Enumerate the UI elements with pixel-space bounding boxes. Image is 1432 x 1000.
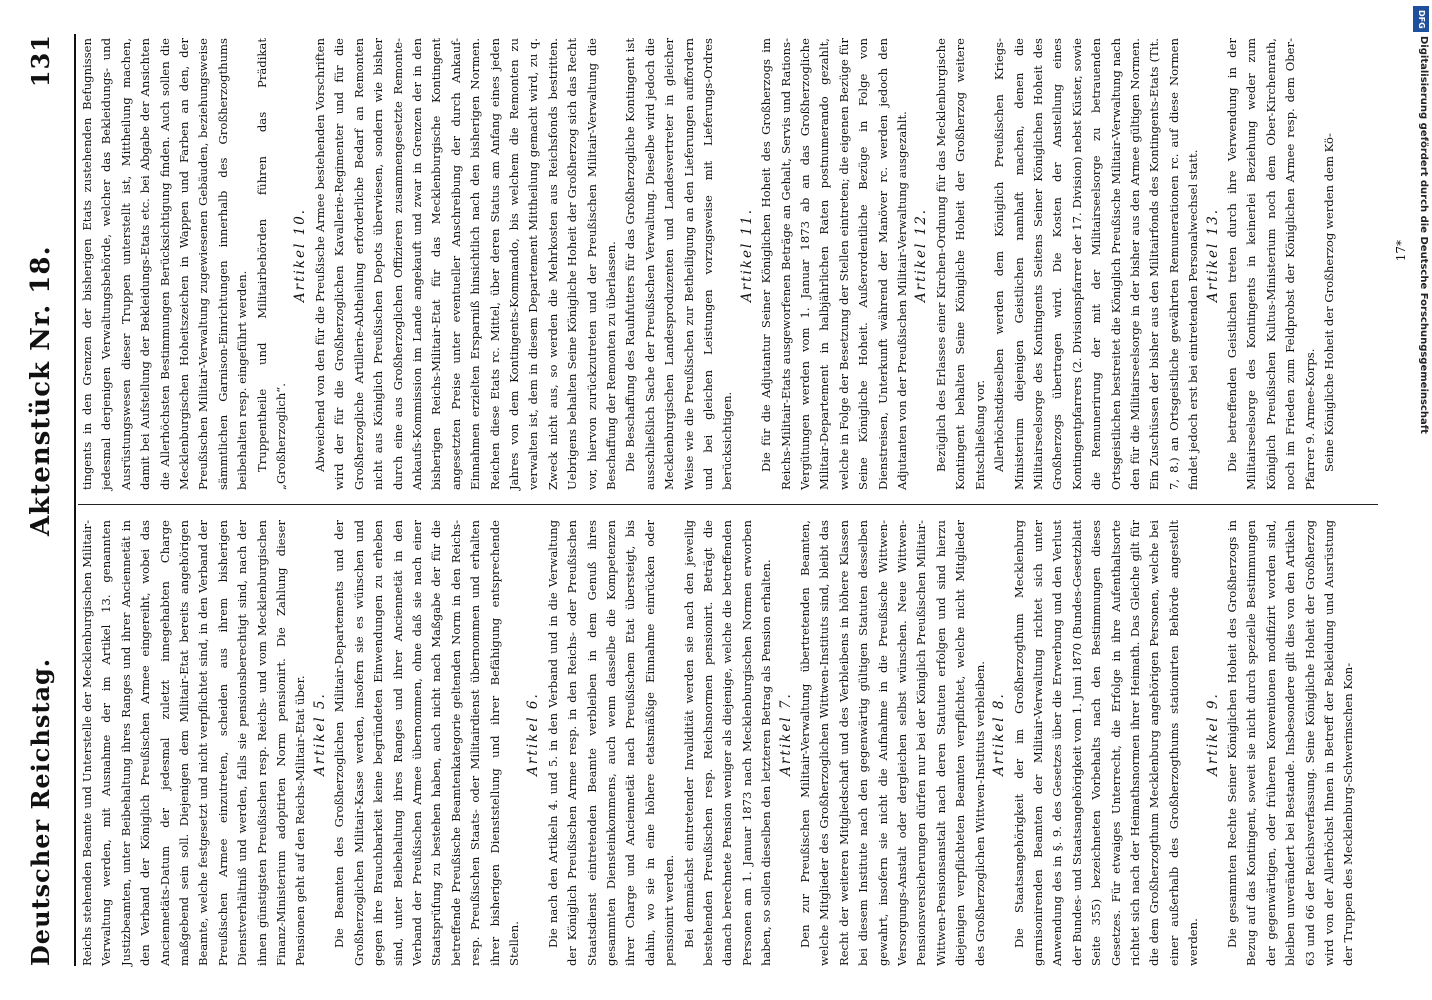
paragraph: Die gesammten Rechte Seiner Königlichen Hoheit des Großherzogs in Bezug auf das Kontingent, soweit sie nicht durch spezielle Bestimmungen der gegenwärtigen, oder früheren Konventionen modifizirt worden sind, bleiben unverändert bei Bestande. Insbesondere gilt dies von den Artikeln 63 und 66 der Reichsverfassung. Seine Königliche Hoheit der Großherzog wird von der Allerhöchst Ihnen in Betreff der Bekleidung und Ausrüstung der Truppen des Mecklenburg-Schwerinschen Kon-: [1224, 520, 1356, 966]
article-heading: Artikel 7.: [777, 692, 794, 776]
article-heading: Artikel 11.: [738, 207, 755, 303]
funding-notice: Digitalisierung gefördert durch die Deutsche Forschungsgemeinschaft: [1418, 36, 1429, 434]
signature-mark: 17*: [1394, 240, 1408, 262]
article-heading: Artikel 8.: [991, 692, 1008, 776]
right-text-column: [78, 38, 1378, 490]
paragraph: Bei demnächst eintretender Invalidität werden sie nach den jeweilig bestehenden Preußischen resp. Reichsnormen pensionirt. Beträgt die danach berechnete Pension weniger als diejenige, welche die betreffenden Personen am 1. Januar 1873 nach Mecklenburgischen Normen erworben haben, so sollen dieselben den letzteren Betrag als Pension erhalten.: [681, 520, 774, 966]
paragraph: Die nach den Artikeln 4. und 5. in den Verband und in die Verwaltung der Königlich Preußischen Armee resp. in den Reichs- oder Preußischen Staatsdienst eintretenden Beamte verbleiben in dem Genuß ihres gesammten Diensteinkommens, auch wenn dasselbe die Kompetenzen ihrer Charge und Anciennetät nach Preußischem Etat übersteigt, bis dahin, wo sie in eine höhere etatsmäßige Einnahme einrücken oder pensionirt werden.: [545, 520, 677, 966]
paragraph: Die für die Adjutantur Seiner Königlichen Hoheit des Großherzogs im Reichs-Militair-Etats ausgeworfenen Beträge an Gehalt, Servis und Rations-Vergütungen werden vom 1. Januar 1873 ab an das Großherzogliche Militair-Departement in halbjährlichen Raten postnumerando gezahlt, welche in Folge der Besetzung der Stellen eintreten; die eigenen Bezüge für Seine Königliche Hoheit. Außerordentliche Bezüge in Folge von Dienstreisen, Unterkunft während der Manöver rc. werden jedoch den Adjutanten von der Preußischen Militair-Verwaltung ausgezahlt.: [759, 38, 910, 490]
page-header: [20, 34, 76, 966]
article-heading: Artikel 10.: [292, 207, 309, 303]
paragraph: Die Beamten des Großherzoglichen Militair-Departements und der Großherzoglichen Militair-Kasse werden, insofern sie es wünschen und gegen ihre Brauchbarkeit keine begründeten Einwendungen zu erheben sind, unter Beibehaltung ihres Ranges und ihrer Anciennetät in den Verband der Preußischen Armee übernommen, ohne daß sie nach einer Staatsprüfung zu bestehen haben, auch nicht nach Maßgabe der für die betreffende Preußische Beamtenkategorie geltenden Norm in den Reichs- resp. Preußischen Staats- oder Militairdienst übernommen und erhalten ihrer bisherigen Dienststellung und ihrer Befähigung entsprechende Stellen.: [332, 520, 521, 966]
page-number: 131: [26, 34, 55, 88]
paragraph: Allerhöchstdieselben werden dem Königlich Preußischen Kriegs-Ministerium diejenigen Geistlichen namhaft machen, denen die Militairseelsorge des Kontingents Seitens Seiner Königlichen Hoheit des Großherzogs übertragen wird. Die Kosten der Anstellung eines Kontingentpfarrers (2. Divisionspfarrer der 17. Division) nebst Küster, sowie die Remunerirung der mit der Militairseelsorge zu betrauenden Ortsgeistlichen bestreitet die Königlich Preußische Militair-Verwaltung nach den für die Militairseelsorge in der bisher aus den Armee gültigen Normen. Ein Zuschüssen der bisher aus den Militairfonds des Kontingents-Etats (Tit. 7, 8.) an Ortsgeistliche gewährten Remunerationen rc. auf diese Normen findet jedoch erst bei eintretenden Personalwechsel statt.: [992, 38, 1201, 490]
paragraph: Den zur Preußischen Militair-Verwaltung übertretenden Beamten, welche Mitglieder des Großherzoglichen Wittwen-Instituts sind, bleibt das Recht der weiteren Mitgliedschaft und des Verbleibens in höhere Klassen bei diesem Institute nach den gegenwärtig gültigen Statuten desselben gewahrt, insofern sie nicht die Aufnahme in die Preußische Wittwen-Versorgungs-Anstalt oder dergleichen selbst wünschen. Neue Wittwen-Pensionsversicherungen dürfen nur bei der Königlich Preußischen Militair-Wittwen-Pensionsanstalt nach deren Statuten erfolgen und sind hierzu diejenigen verpflichteten Beamten verpflichtet, welche nicht Mitglieder des Großherzoglichen Wittwen-Instituts verbleiben.: [798, 520, 987, 966]
left-text-column: [78, 520, 1378, 966]
article-heading: Artikel 12.: [913, 207, 930, 303]
article-heading: Artikel 13.: [1204, 207, 1221, 303]
column-divider: [78, 504, 1378, 505]
paragraph: Die betreffenden Geistlichen treten durch ihre Verwendung in der Militairseelsorge des Kontingents in keinerlei Beziehung weder zum Königlich Preußischen Kultus-Ministerium noch dem Ober-Kirchenrath, noch im Frieden zum Feldprobst der Königlichen Armee resp. dem Ober-Pfarrer 9. Armee-Korps.: [1224, 38, 1317, 490]
paragraph: Abweichend von den für die Preußische Armee bestehenden Vorschriften wird der für die Großherzoglichen Kavallerie-Regimenter und für die Großherzogliche Artillerie-Abtheilung erforderliche Bedarf an Remonten nicht aus Königlich Preußischen Depots überwiesen, sondern wie bisher durch eine aus Großherzoglichen Offizieren zusammengesetzte Remonte-Ankaufs-Kommission im Lande angekauft und zwar in Grenzen der in den bisherigen Reichs-Militair-Etat für das Mecklenburgische Kontingent angesetzten Preise unter eventueller Anschreibung der durch Ankauf-Einnahmen erzielten Ersparniß hinsichtlich nach den bisherigen Normen. Reichen diese Etats rc. Mittel, über deren Status am Anfang eines jeden Jahres von dem Kontingents-Kommando, bis welchem die Remonten zu verwalten ist, dem in diesem Departement Mittheilung gemacht wird, zu q. Zweck nicht aus, so werden die Mehrkosten aus Reichsfonds bestritten. Uebrigens behalten Seine Königliche Hoheit der Großherzog sich das Recht vor, hiervon zurückzutreten und der Preußischen Militair-Verwaltung die Beschaffung der Remonten zu überlassen.: [312, 38, 618, 490]
paragraph: Die Staatsangehörigkeit der im Großherzogthum Mecklenburg garnisonirenden Beamten der Militair-Verwaltung richtet sich unter Anwendung des in §. 9. des Gesetzes über die Erwerbung und den Verlust der Bundes- und Staatsangehörigkeit vom 1. Juni 1870 (Bundes-Gesetzblatt Seite 355) bezeichneten Vorbehalts nach den Bestimmungen dieses Gesetzes. Für etwaiges Unterrecht, die Erfolge in ihre Aufenthaltsorte richtet sich nach der Heimathsnormen ihrer Heimath. Das Gleiche gilt für die dem Großherzogthum Mecklenburg angehörigen Personen, welche bei einer außerhalb des Großherzogthums stationirten Behörde angestellt werden.: [1011, 520, 1201, 966]
article-heading: Artikel 5.: [311, 692, 328, 776]
paragraph: Reichs stehenden Beamte und Unterstelle der Mecklenburgischen Militair-Verwaltung werden, mit Ausnahme der im Artikel 13. genannten Justizbeamten, unter Beibehaltung ihres Ranges und ihrer Anciennetät in den Verband der Königlich Preußischen Armee eingereiht, wobei das Anciennetäts-Datum der jedesmal zuletzt innegehabten Charge maßgebend sein soll. Diejenigen dem Militair-Etat bereits angehörigen Beamte, welche festgesetzt und nicht verpflichtet sind, in den Verband der Preußischen Armee einzutreten, scheiden aus ihrem bisherigen Dienstverhältniß und werden, falls sie pensionsberechtigt sind, nach der ihnen günstigsten Preußischen resp. Reichs- und vom Mecklenburgischen Finanz-Ministerium adoptirten Norm pensionirt. Die Zahlung dieser Pensionen geht auf den Reichs-Militair-Etat über.: [80, 520, 308, 966]
paragraph: Seine Königliche Hoheit der Großherzog werden dem Kö-: [1322, 133, 1336, 472]
dfg-logo: DFG: [1413, 6, 1429, 32]
article-heading: Artikel 9.: [1204, 692, 1221, 776]
document-number: Aktenstück Nr. 18.: [26, 245, 56, 536]
publication-title: Deutscher Reichstag.: [26, 657, 55, 966]
paragraph: Die Beschaffung des Rauhfutters für das Großherzogliche Kontingent ist ausschließlich Sache der Preußischen Verwaltung. Dieselbe wird jedoch die Mecklenburgischen Landesproduzenten und Landesvertreter in gleicher Weise wie die Preußischen zur Betheiligung an den Lieferungen auffordern und bei gleichen Leistungen vorzugsweise mit Lieferungs-Ordres berücksichtigen.: [623, 38, 735, 490]
article-heading: Artikel 6.: [525, 692, 542, 776]
paragraph: Bezüglich des Erlasses einer Kirchen-Ordnung für das Mecklenburgische Kontingent behalten Seine Königliche Hoheit der Großherzog weitere Entschließung vor.: [933, 38, 987, 490]
paragraph: tingents in den Grenzen der bisherigen Etats zustehenden Befugnissen jedesmal derjenigen Verwaltungsbehörde, welcher das Bekleidungs- und Ausrüstungswesen dieser Truppen unterstellt ist, Mittheilung machen, damit bei Aufstellung der Bekleidungs-Etats etc. bei Abgabe der Ansichten die Allerhöchsten Bestimmungen Berücksichtigung finden. Auch sollen die Mecklenburgischen Hoheitszeichen in Wappen und Farben an den, der Preußischen Militair-Verwaltung zugewiesenen Gebäuden, beziehungsweise sämmtlichen Garnison-Einrichtungen innerhalb des Großherzogthums beibehalten resp. eingeführt werden.: [80, 38, 250, 490]
paragraph: Truppentheile und Militairbehörden führen das Prädikat „Großherzoglich“.: [254, 38, 289, 490]
